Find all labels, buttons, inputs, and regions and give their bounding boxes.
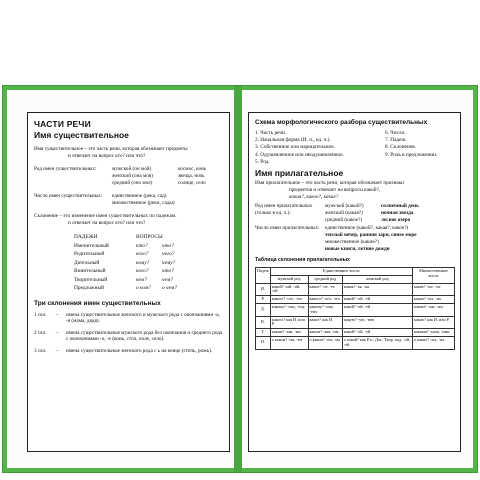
th-neut: средний род (308, 275, 342, 283)
left-panel (27, 112, 230, 452)
table-row: Р. какого? -ого, -его какого? -ого, -его какой? -ой, -ей каких? -ых, -их (256, 296, 455, 304)
th-fem: женский род (342, 275, 412, 283)
table-row: П. о каком? -ом, -ем о каком? -ом, -ем о какой? как Р.п., Дат., Твор. пад. -ой, -ей о каких? -ых, -их (256, 336, 455, 349)
declension-definition: Склонение – это изменение имен существительных по падежам. и отвечает на вопрос кто? или что? (34, 213, 177, 226)
table-row: И. какой? -ый, -ий, -ой какое? -ое, -ее какая? -ая, -яя какие? -ые, -ие (256, 283, 455, 296)
book-spine (234, 86, 242, 472)
adj-number-label: Число имен прилагательных: (255, 225, 320, 232)
three-declensions-title: Три склонения имен существительных (34, 299, 161, 307)
number-label: Число имен существительных: (34, 193, 103, 199)
right-page (242, 90, 473, 468)
cases-table: ПАДЕЖИ ВОПРОСЫ Именительный кто? что? Родительный кого? чего? Дательный кому? чему? Винительный кого? что? Творительный кем? чем? Предложный о ком? о чем? (74, 234, 178, 291)
number-sing: единственное (река, сад) (112, 193, 167, 199)
table-row: Т. каким? -ым, -им каким? -ым, -им какой? -ой, -ей какими? -ыми, -ими (256, 329, 455, 337)
left-page (7, 90, 234, 468)
section-title-noun: Имя существительное (34, 130, 129, 140)
table-row: Д. какому? -ому, -ему какому? -ому, -ему какой? -ой, -ей каким? -ым, -им (256, 304, 455, 317)
adjective-definition: Имя прилагательное – это часть речи, которая обозначает признаки предметов и отвечает на вопросы какой?, какая?, какое?, какие? (255, 180, 404, 201)
adj-gender-label: Род имен прилагательных (255, 203, 313, 210)
morph-title: Схема морфологического разбора существительных (255, 119, 428, 126)
table-title: Таблица склонения прилагательных (255, 257, 350, 264)
declension-2: 2 скл. – имена существительные мужского рода без окончания и среднего рода с окончаниями -о, -е (конь, стол, поле, село). (34, 329, 223, 343)
gender-block: Род имен существительных: мужской (он мой) космос, конь женский (она моя) звезда, ночь средний (оно мое) солнце, село (34, 166, 207, 186)
gender-fem: женский (она моя) (112, 173, 153, 179)
gender-masc: мужской (он мой) (112, 166, 152, 172)
gender-neut: средний (оно мое) (112, 180, 153, 186)
th-case: Падеж (256, 268, 271, 284)
book-cover (2, 85, 478, 473)
adj-number-block: Число имен прилагательных: единственное (какой?, какая?, какое?) теплый вечер, ранняя заря, синее море множественное (какие?) новые книги, летние дожди (255, 225, 417, 253)
table-row: В. какого? как И. или Р. какое? как И. какую? -ую, -юю каких? как И. или Р. (256, 316, 455, 329)
questions-header: ВОПРОСЫ (136, 234, 163, 240)
declension-1: 1 скл. – имена существительные женского и мужского рода с окончаниями -а, -я (мама, дядя). (34, 311, 220, 325)
cases-header: ПАДЕЖИ (74, 234, 98, 240)
number-plur: множественное (реки, сады) (112, 200, 175, 206)
th-plural: Множественное число (412, 268, 454, 284)
right-panel (248, 112, 461, 452)
adjective-declension-table (255, 267, 455, 350)
th-singular: Единственное число (270, 268, 412, 276)
morph-list: 1. Часть речи. 2. Начальная форма (И. п., ед. ч.). 3. Собственное или нарицательное. 4. Одушевленное или неодушевленное. 5. Род. 6. Число. 7. Падеж. 8. Склонение. 9. Роль в предложении. (255, 130, 438, 165)
page-title: ЧАСТИ РЕЧИ (34, 119, 91, 129)
gender-label: Род имен существительных: (34, 166, 97, 172)
noun-definition: Имя существительное – это часть речи, которая обозначает предметы и отвечает на вопрос кто? или что? (34, 146, 188, 159)
adj-gender-block: Род имен прилагательных (только в ед. ч.): мужской (какой?) солнечный день женский (какая?) ночная звезда средний (какое?) лесное озеро (255, 203, 419, 224)
number-block (34, 193, 223, 207)
declension-3: 3 скл. – имена существительные женского рода с ь на конце (степь, рожь). (34, 347, 213, 354)
th-masc: мужской род (270, 275, 308, 283)
section-title-adjective: Имя прилагательное (255, 168, 344, 179)
